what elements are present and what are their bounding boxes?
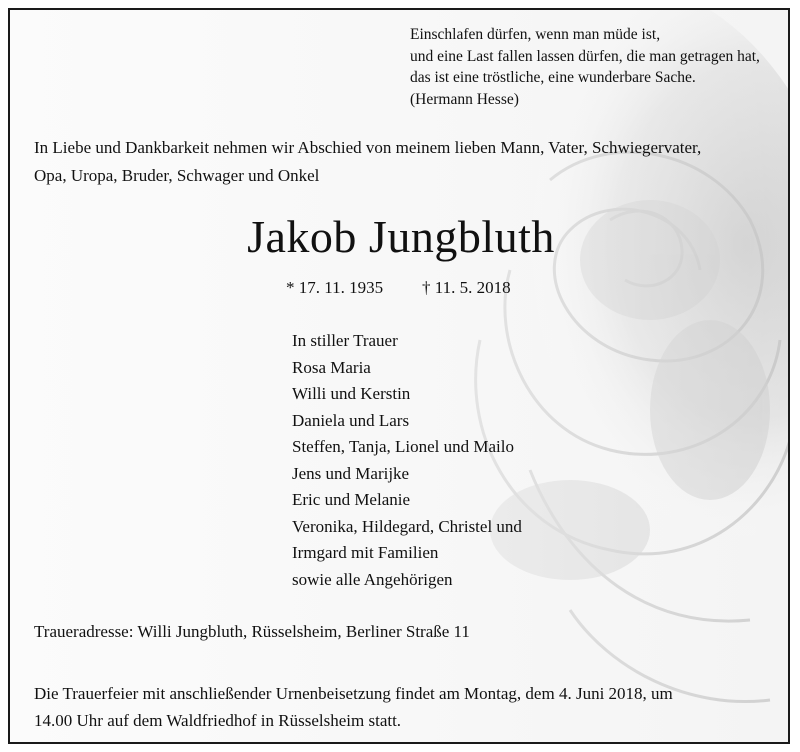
intro-line: Opa, Uropa, Bruder, Schwager und Onkel xyxy=(34,166,320,185)
list-item: Irmgard mit Familien xyxy=(292,543,439,562)
list-item: Jens und Marijke xyxy=(292,463,410,483)
birth-date: * 17. 11. 1935 xyxy=(286,278,384,297)
list-item: Eric und Melanie xyxy=(292,490,411,509)
hesse-quote xyxy=(410,24,760,110)
mourners-list xyxy=(292,328,522,593)
mourning-address: Traueradresse: Willi Jungbluth, Rüsselsheim, Berliner Straße 11 xyxy=(34,622,470,641)
death-date: † 11. 5. 2018 xyxy=(422,278,511,297)
list-item: Steffen, Tanja, Lionel und Mailo xyxy=(292,437,514,456)
list-item: sowie alle Angehörigen xyxy=(292,569,453,589)
quote-line: und eine Last fallen lassen dürfen, die man getragen hat, xyxy=(410,47,760,65)
ceremony-line: 14.00 Uhr auf dem Waldfriedhof in Rüsselsheim statt. xyxy=(34,711,402,730)
list-item: Willi und Kerstin xyxy=(292,384,411,403)
intro-text xyxy=(34,134,774,190)
ceremony-line: Die Trauerfeier mit anschließender Urnenbeisetzung findet am Montag, dem 4. Juni 2018, um xyxy=(34,684,673,703)
ceremony-info xyxy=(34,680,774,734)
list-item: Rosa Maria xyxy=(292,357,371,377)
mourners-heading: In stiller Trauer xyxy=(292,331,398,350)
list-item: Veronika, Hildegard, Christel und xyxy=(292,516,522,536)
life-dates xyxy=(286,278,511,298)
list-item: Daniela und Lars xyxy=(292,410,410,430)
obituary-card xyxy=(8,8,790,744)
quote-author: (Hermann Hesse) xyxy=(410,90,519,108)
quote-line: das ist eine tröstliche, eine wunderbare Sache. xyxy=(410,69,696,86)
intro-line: In Liebe und Dankbarkeit nehmen wir Abschied von meinem lieben Mann, Vater, Schwiegervater, xyxy=(34,138,702,157)
quote-line: Einschlafen dürfen, wenn man müde ist, xyxy=(410,26,661,43)
deceased-name: Jakob Jungbluth xyxy=(247,211,555,262)
